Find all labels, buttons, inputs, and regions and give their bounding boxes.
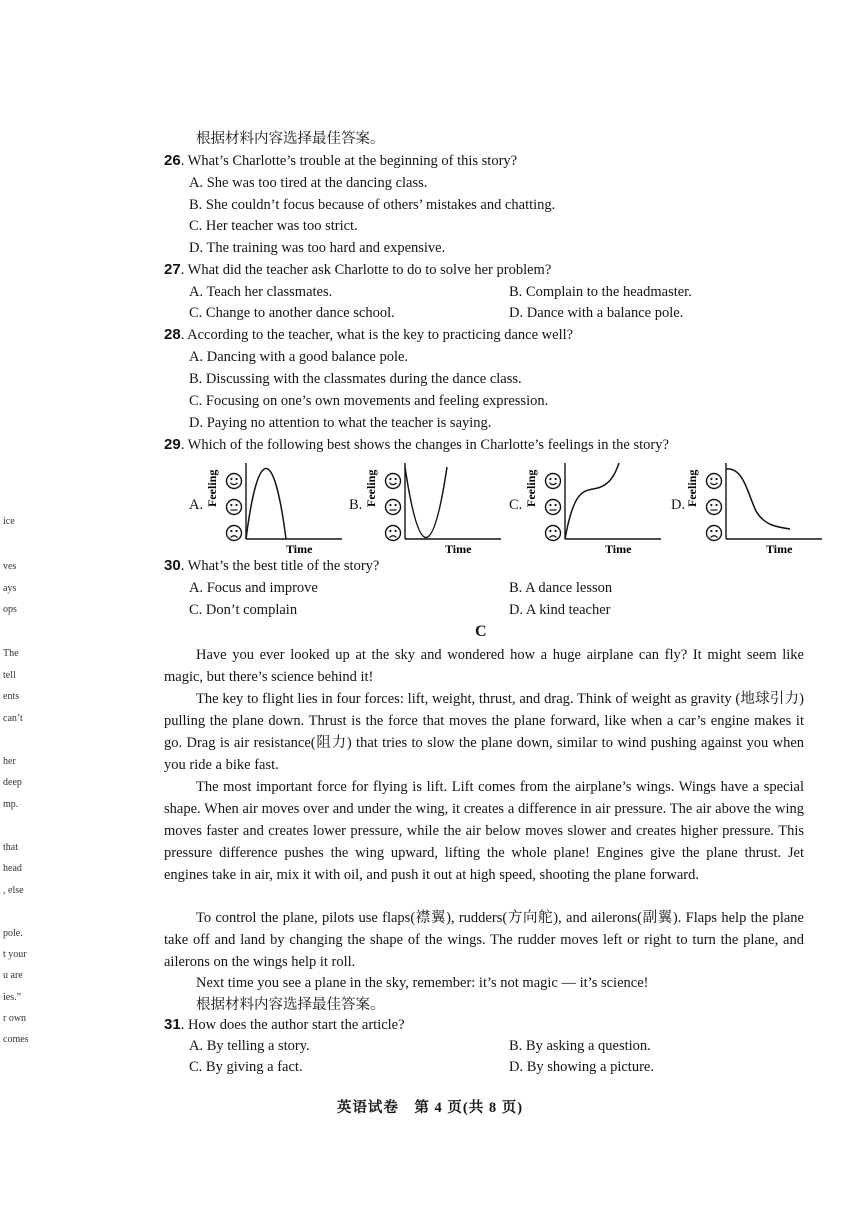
option-28-a: A. Dancing with a good balance pole. xyxy=(189,349,409,365)
feeling-graph-b xyxy=(364,463,501,555)
happy-face-icon xyxy=(546,474,561,489)
question-number: 28 xyxy=(164,326,181,343)
feeling-curve xyxy=(246,469,286,540)
happy-face-icon xyxy=(707,474,722,489)
option-27-c: C. Change to another dance school. xyxy=(189,305,395,321)
option-31-c: C. By giving a fact. xyxy=(189,1059,303,1075)
sad-face-icon xyxy=(227,526,242,541)
graph-option-label-d: D. xyxy=(671,497,686,513)
bleed-text: r own xyxy=(3,1013,27,1024)
feeling-curve xyxy=(565,463,619,539)
option-26-a: A. She was too tired at the dancing class. xyxy=(189,175,428,191)
question-number: 29 xyxy=(164,436,181,453)
option-27-a: A. Teach her classmates. xyxy=(189,284,333,300)
bleed-text: mp. xyxy=(3,799,19,810)
option-27-d: D. Dance with a balance pole. xyxy=(509,305,684,321)
question-number: 27 xyxy=(164,261,181,278)
neutral-face-icon xyxy=(227,500,242,515)
option-27-b: B. Complain to the headmaster. xyxy=(509,284,692,300)
happy-face-icon xyxy=(227,474,242,489)
bleed-text: The xyxy=(3,648,19,659)
option-26-c: C. Her teacher was too strict. xyxy=(189,218,358,234)
question-27 xyxy=(164,261,551,279)
bleed-text: that xyxy=(3,842,18,853)
graph-option-label-b: B. xyxy=(349,497,363,513)
bleed-text: comes xyxy=(3,1034,29,1045)
graph-ylabel: Feeling xyxy=(524,469,538,507)
question-text: . What’s the best title of the story? xyxy=(180,558,380,574)
question-28 xyxy=(164,326,573,344)
question-text: . According to the teacher, what is the key to practicing dance well? xyxy=(180,327,574,343)
passage-paragraph-1: Have you ever looked up at the sky and wondered how a huge airplane can fly? It might seem like magic, but there’s science behind it! xyxy=(164,647,804,685)
graph-ylabel: Feeling xyxy=(364,469,378,507)
sad-face-icon xyxy=(386,526,401,541)
option-26-b: B. She couldn’t focus because of others’ mistakes and chatting. xyxy=(189,197,556,213)
bleed-text: ice xyxy=(3,516,15,527)
feeling-graph-d xyxy=(685,463,822,555)
option-30-a: A. Focus and improve xyxy=(189,580,318,596)
bleed-text: ies.” xyxy=(3,992,22,1003)
option-30-d: D. A kind teacher xyxy=(509,602,611,618)
option-31-b: B. By asking a question. xyxy=(509,1038,651,1054)
graph-ylabel: Feeling xyxy=(685,469,699,507)
neutral-face-icon xyxy=(707,500,722,515)
feeling-curve xyxy=(726,469,790,529)
graph-ylabel: Feeling xyxy=(205,469,219,507)
bleed-text: ays xyxy=(3,583,17,594)
neutral-face-icon xyxy=(386,500,401,515)
bleed-text: can’t xyxy=(3,713,23,724)
passage-paragraph-4: To control the plane, pilots use flaps(襟翼), rudders(方向舵), and ailerons(副翼). Flaps help the plane take off and land by changing the shape of the wings. The rudder moves left or right to turn the plane, and ailerons on the wings help it roll. xyxy=(164,910,804,970)
passage-paragraph-5: Next time you see a plane in the sky, remember: it’s not magic — it’s science! xyxy=(196,975,649,991)
bleed-text: ves xyxy=(3,561,17,572)
bleed-text: head xyxy=(3,863,22,874)
instruction-text: 根据材料内容选择最佳答案。 xyxy=(196,131,385,147)
neutral-face-icon xyxy=(546,500,561,515)
feeling-curve xyxy=(405,467,447,538)
graph-xlabel: Time xyxy=(605,542,632,555)
option-30-c: C. Don’t complain xyxy=(189,602,298,618)
question-text: . How does the author start the article? xyxy=(180,1017,405,1033)
bleed-text: her xyxy=(3,756,16,767)
question-31 xyxy=(164,1016,405,1034)
graph-xlabel: Time xyxy=(286,542,313,555)
option-30-b: B. A dance lesson xyxy=(509,580,613,596)
question-text: . What’s Charlotte’s trouble at the beginning of this story? xyxy=(180,153,518,169)
graph-xlabel: Time xyxy=(445,542,472,555)
graph-xlabel: Time xyxy=(766,542,793,555)
graph-option-label-c: C. xyxy=(509,497,523,513)
question-text: . Which of the following best shows the changes in Charlotte’s feelings in the story? xyxy=(180,437,669,453)
section-heading: C xyxy=(475,623,487,640)
bleed-text: , else xyxy=(3,885,24,896)
bleed-text: pole. xyxy=(3,928,23,939)
bleed-text: ents xyxy=(3,691,20,702)
option-31-a: A. By telling a story. xyxy=(189,1038,310,1054)
sad-face-icon xyxy=(707,526,722,541)
option-26-d: D. The training was too hard and expensive. xyxy=(189,240,446,256)
feeling-graphs xyxy=(0,455,860,555)
question-26 xyxy=(164,152,517,170)
bleed-text: deep xyxy=(3,777,22,788)
instruction-text: 根据材料内容选择最佳答案。 xyxy=(196,997,385,1013)
question-30 xyxy=(164,557,379,575)
question-text: . What did the teacher ask Charlotte to do to solve her problem? xyxy=(180,262,552,278)
bleed-text: tell xyxy=(3,670,16,681)
graph-option-label-a: A. xyxy=(189,497,204,513)
question-number: 30 xyxy=(164,557,181,574)
option-28-c: C. Focusing on one’s own movements and feeling expression. xyxy=(189,393,549,409)
happy-face-icon xyxy=(386,474,401,489)
question-number: 31 xyxy=(164,1016,181,1033)
bleed-text: u are xyxy=(3,970,23,981)
page-footer: 英语试卷 第 4 页(共 8 页) xyxy=(336,1100,524,1116)
option-28-b: B. Discussing with the classmates during the dance class. xyxy=(189,371,522,387)
passage-paragraph-3: The most important force for flying is lift. Lift comes from the airplane’s wings. Wings have a special shape. When air moves over and under the wing, it creates a difference in air pressure. The air above the wing moves faster and creates lower pressure, while the air below moves slower and creates higher pressure. This pressure difference pushes the wing upward, lifting the whole plane! Engines give the plane thrust. Jet engines take in air, mix it with oil, and push it out at high speed, shooting the plane forward. xyxy=(164,779,804,883)
option-28-d: D. Paying no attention to what the teacher is saying. xyxy=(189,415,492,431)
feeling-graph-a xyxy=(205,463,342,555)
question-29 xyxy=(164,436,669,454)
question-number: 26 xyxy=(164,152,181,169)
bleed-text: t your xyxy=(3,949,27,960)
bleed-text: ops xyxy=(3,604,17,615)
passage-paragraph-2: The key to flight lies in four forces: lift, weight, thrust, and drag. Think of weight as gravity (地球引力) pulling the plane down. Thrust is the force that moves the plane forward, like when a car’s engine makes it go. Drag is air resistance(阻力) that tries to slow the plane down, similar to wind pushing against you when you ride a bike fast. xyxy=(164,691,804,773)
sad-face-icon xyxy=(546,526,561,541)
option-31-d: D. By showing a picture. xyxy=(509,1059,654,1075)
feeling-graph-c xyxy=(524,463,661,555)
